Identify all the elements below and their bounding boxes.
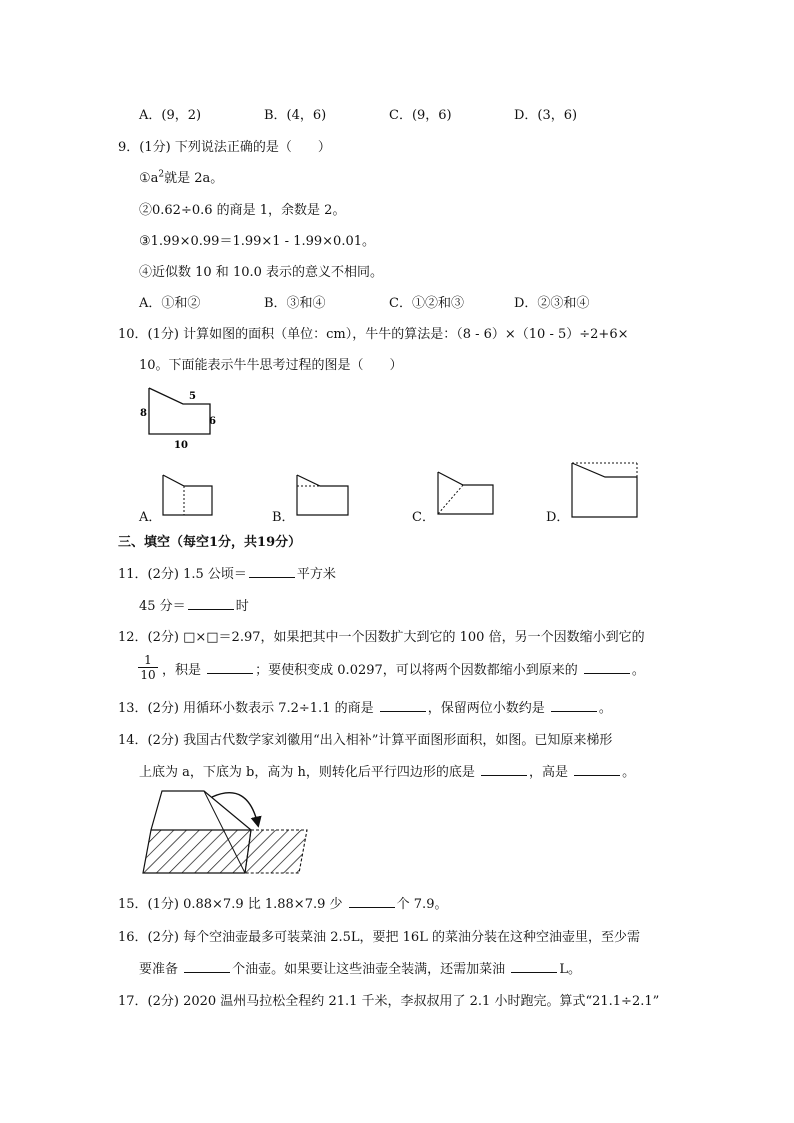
section-3-title: 三、填空（每空1分，共19分）	[118, 535, 302, 550]
q9-statement-1: $①a^2$就是 2a。	[139, 169, 224, 186]
q11-line-1: 11．(2分) 1.5 公顷＝ 平方米	[118, 567, 336, 582]
q10-option-d-label: D．	[546, 510, 570, 525]
q9-option-b: B．③和④	[264, 296, 326, 311]
q10-option-b-label: B．	[272, 510, 295, 525]
q8-option-c: C．(9，6)	[389, 108, 452, 123]
q14-line-2: 上底为 a，下底为 b，高为 h，则转化后平行四边形的底是 ，高是 。	[139, 765, 636, 780]
q10-option-a-figure	[156, 470, 226, 520]
q8-option-b: B．(4，6)	[264, 108, 327, 123]
q14-line-1: 14．(2分) 我国古代数学家刘徽用“出入相补”计算平面图形面积，如图。已知原来梯形	[118, 733, 613, 748]
q15-blank[interactable]	[349, 895, 395, 908]
q10-option-a-label: A．	[139, 510, 162, 525]
q16-blank-2[interactable]	[511, 960, 557, 973]
q10-label-left: 8	[140, 408, 147, 419]
q10-option-c-label: C．	[412, 510, 435, 525]
q11-blank-2[interactable]	[188, 597, 234, 610]
q10-option-d-figure	[565, 459, 645, 519]
q15-line: 15．(1分) 0.88×7.9 比 1.88×7.9 少 个 7.9。	[118, 897, 448, 912]
q16-blank-1[interactable]	[184, 960, 230, 973]
q14-figure	[140, 787, 315, 877]
q9-options	[139, 292, 639, 311]
q10-line-2: 10。下面能表示牛牛思考过程的图是（ ）	[139, 358, 403, 373]
q17-line-1: 17．(2分) 2020 温州马拉松全程约 21.1 千米，李叔叔用了 2.1 小时跑完。算式“21.1÷2.1”	[118, 994, 660, 1009]
q9-stem: 9．(1分) 下列说法正确的是（ ）	[118, 140, 331, 155]
q13-blank-1[interactable]	[380, 699, 426, 712]
q14-blank-2[interactable]	[574, 763, 620, 776]
q8-option-a: A．(9，2)	[139, 108, 202, 123]
q13-line: 13．(2分) 用循环小数表示 7.2÷1.1 的商是 ，保留两位小数约是 。	[118, 701, 612, 716]
q14-blank-1[interactable]	[481, 763, 527, 776]
q9-option-c: C．①②和③	[389, 296, 464, 311]
q12-blank-2[interactable]	[584, 661, 630, 674]
q12-line-2: ，积是 ；要使积变成 0.0297，可以将两个因数都缩小到原来的 。	[162, 663, 645, 678]
q9-statement-3: ③1.99×0.99＝1.99×1 - 1.99×0.01。	[139, 234, 375, 249]
q8-options	[139, 104, 639, 123]
q10-option-c-figure	[430, 468, 500, 518]
q9-statement-2: ②0.62÷0.6 的商是 1，余数是 2。	[139, 203, 346, 218]
q9-option-d: D．②③和④	[514, 296, 590, 311]
q9-statement-4: ④近似数 10 和 10.0 表示的意义不相同。	[139, 265, 384, 280]
q10-label-bottom: 10	[174, 440, 188, 451]
q8-option-d: D．(3，6)	[514, 108, 578, 123]
q10-main-figure	[138, 382, 218, 452]
q10-label-right: 6	[209, 416, 216, 427]
q12-blank-1[interactable]	[207, 661, 253, 674]
q16-line-1: 16．(2分) 每个空油壶最多可装菜油 2.5L，要把 16L 的菜油分装在这种空油壶里，至少需	[118, 930, 640, 945]
q9-option-a: A．①和②	[139, 296, 201, 311]
q11-line-2: 45 分＝ 时	[139, 599, 249, 614]
q10-option-b-figure	[290, 470, 360, 520]
q12-line-1: 12．(2分) □×□＝2.97，如果把其中一个因数扩大到它的 100 倍，另一个因数缩小到它的	[118, 630, 645, 645]
q11-blank-1[interactable]	[249, 565, 295, 578]
q10-label-top: 5	[189, 391, 196, 402]
q16-line-2: 要准备 个油壶。如果要让这些油壶全装满，还需加菜油 L。	[139, 962, 581, 977]
q12-fraction: $\frac{1}{10}$	[138, 653, 158, 682]
q13-blank-2[interactable]	[551, 699, 597, 712]
q10-line-1: 10．(1分) 计算如图的面积（单位：cm），牛牛的算法是：（8 - 6）×（10 - 5）÷2+6×	[118, 327, 629, 342]
